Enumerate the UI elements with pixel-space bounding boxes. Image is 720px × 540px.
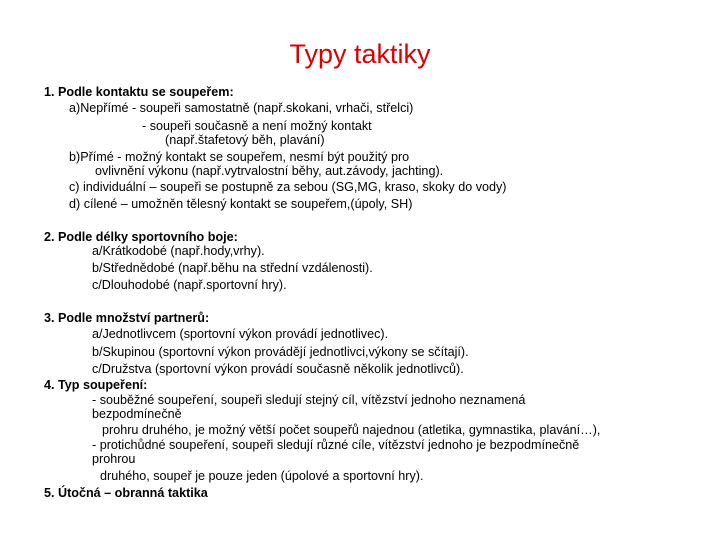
section-2-item-b: b/Střednědobé (např.běhu na střední vzdálenosti). bbox=[92, 261, 373, 275]
section-2-item-c: c/Dlouhodobé (např.sportovní hry). bbox=[92, 278, 287, 292]
section-4-item-2-cont2: druhého, soupeř je pouze jeden (úpolové a sportovní hry). bbox=[100, 469, 424, 483]
section-4-item-1: - souběžné soupeření, soupeři sledují stejný cíl, vítězství jednoho neznamená bbox=[92, 393, 526, 407]
section-3-item-a: a/Jednotlivcem (sportovní výkon provádí jednotlivec). bbox=[92, 327, 389, 341]
section-1-item-b: b)Přímé - možný kontakt se soupeřem, nesmí být použitý pro bbox=[69, 150, 410, 164]
section-1-item-a: a)Nepřímé - soupeři samostatně (např.skokani, vrhači, střelci) bbox=[69, 101, 414, 115]
section-4-item-1-cont2: prohru druhého, je možný větší počet soupeřů najednou (atletika, gymnastika, plavání…), bbox=[102, 423, 601, 437]
section-2-heading: 2. Podle délky sportovního boje: bbox=[44, 230, 238, 244]
section-1-heading: 1. Podle kontaktu se soupeřem: bbox=[44, 85, 234, 99]
section-3-heading: 3. Podle množství partnerů: bbox=[44, 311, 210, 325]
section-1-item-a-cont: - soupeři současně a není možný kontakt bbox=[142, 119, 372, 133]
section-3-item-b: b/Skupinou (sportovní výkon provádějí jednotlivci,výkony se sčítají). bbox=[92, 345, 469, 359]
section-4-heading: 4. Typ soupeření: bbox=[44, 378, 148, 392]
page-title: Typy taktiky bbox=[289, 39, 431, 69]
section-4-item-2-cont: prohrou bbox=[92, 452, 136, 466]
section-4-item-1-cont: bezpodmínečně bbox=[92, 407, 182, 421]
section-2-item-a: a/Krátkodobé (např.hody,vrhy). bbox=[92, 244, 265, 258]
section-1-item-c: c) individuální – soupeři se postupně za sebou (SG,MG, kraso, skoky do vody) bbox=[69, 180, 507, 194]
section-1-item-b-cont: ovlivnění výkonu (např.vytrvalostní běhy, aut.závody, jachting). bbox=[95, 164, 444, 178]
section-1-item-d: d) cílené – umožněn tělesný kontakt se soupeřem,(úpoly, SH) bbox=[69, 197, 413, 211]
section-5-heading: 5. Útočná – obranná taktika bbox=[44, 486, 208, 500]
section-3-item-c: c/Družstva (sportovní výkon provádí současně několik jednotlivců). bbox=[92, 362, 464, 376]
section-1-item-a-cont2: (např.štafetový běh, plavání) bbox=[165, 133, 325, 147]
section-4-item-2: - protichůdné soupeření, soupeři sledují různé cíle, vítězství jednoho je bezpodmínečně bbox=[92, 438, 580, 452]
